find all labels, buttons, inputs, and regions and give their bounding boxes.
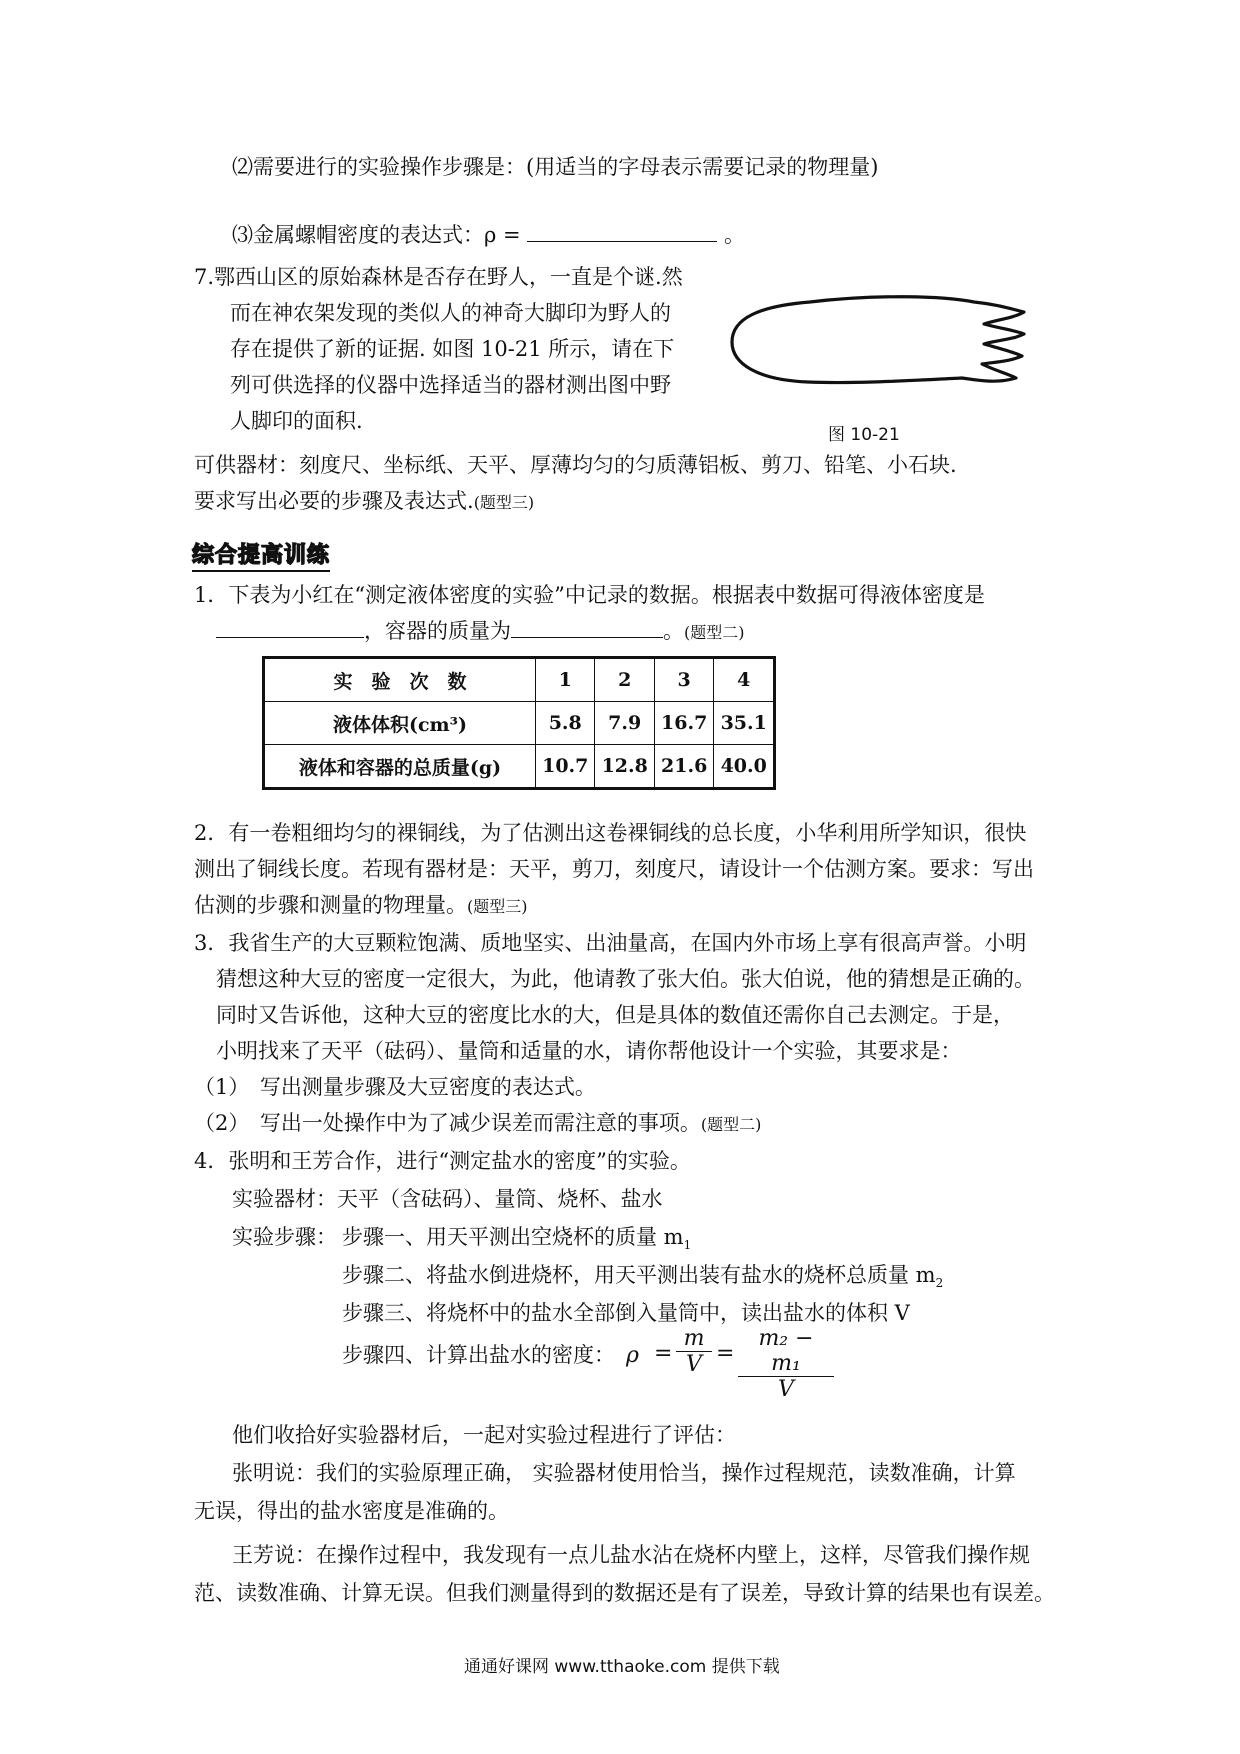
q7-equipment: 可供器材：刻度尺、坐标纸、天平、厚薄均匀的匀质薄铝板、剪刀、铅笔、小石块. [194, 453, 957, 477]
footprint-outline [732, 297, 1024, 383]
q2-line2: 测出了铜线长度。若现有器材是：天平，剪刀，刻度尺，请设计一个估测方案。要求：写出 [194, 857, 1034, 881]
formula-fraction-2: m₂ − m₁ V [738, 1326, 834, 1402]
q3-line1: 3．我省生产的大豆颗粒饱满、质地坚实、出油量高，在国内外市场上享有很高声誉。小明 [194, 931, 1027, 955]
q3-line4: 小明找来了天平（砝码）、量筒和适量的水，请你帮他设计一个实验，其要求是： [216, 1039, 962, 1063]
table-cell: 5.8 [536, 702, 595, 745]
footprint-figure [718, 282, 1040, 400]
table-cell: 10.7 [536, 745, 595, 789]
q1-line2: ，容器的质量为 。(题型二) [216, 616, 745, 648]
table-row [264, 702, 775, 745]
q4-wang-line2: 范、读数准确、计算无误。但我们测量得到的数据还是有了误差，导致计算的结果也有误差。 [194, 1581, 1055, 1605]
q7-line1: 7.鄂西山区的原始森林是否存在野人，一直是个谜.然 [194, 265, 683, 289]
question-type-tag: (题型二) [700, 1115, 762, 1134]
question-type-tag: (题型三) [473, 493, 535, 512]
table-cell: 7.9 [595, 702, 654, 745]
answer-blank [527, 223, 717, 242]
prev-step2: ⑵需要进行的实验操作步骤是：(用适当的字母表示需要记录的物理量) [232, 155, 879, 179]
q4-step2: 步骤二、将盐水倒进烧杯，用天平测出装有盐水的烧杯总质量 $m_2$ [342, 1263, 944, 1291]
table-cell: 12.8 [595, 745, 654, 789]
q1-line1: 1．下表为小红在“测定液体密度的实验”中记录的数据。根据表中数据可得液体密度是 [194, 583, 985, 607]
table-cell: 40.0 [714, 745, 775, 789]
q7-line4: 列可供选择的仪器中选择适当的器材测出图中野 [230, 373, 671, 397]
table-row [264, 745, 775, 789]
table-cell: 35.1 [714, 702, 775, 745]
table-cell: 21.6 [654, 745, 713, 789]
q4-steps-label: 实验步骤： [232, 1225, 337, 1249]
q4-zhang-line2: 无误，得出的盐水密度是准确的。 [194, 1499, 509, 1523]
table-header-cell: 实 验 次 数 [264, 658, 536, 702]
q2-line1: 2．有一卷粗细均匀的裸铜线，为了估测出这卷裸铜线的总长度，小华利用所学知识，很快 [194, 821, 1027, 845]
q7-line2: 而在神农架发现的类似人的神奇大脚印为野人的 [230, 301, 671, 325]
q4-equipment: 实验器材：天平（含砝码）、量筒、烧杯、盐水 [232, 1187, 663, 1211]
section-title: 综合提高训练 [192, 538, 330, 569]
q7-line5: 人脚印的面积. [230, 409, 363, 433]
answer-blank [511, 619, 663, 638]
q3-line3: 同时又告诉他，这种大豆的密度比水的大，但是具体的数值还需你自己去测定。于是， [216, 1003, 1014, 1027]
q4-step3: 步骤三、将烧杯中的盐水全部倒入量筒中，读出盐水的体积 V [342, 1301, 910, 1325]
q4-line1: 4．张明和王芳合作，进行“测定盐水的密度”的实验。 [194, 1149, 691, 1173]
question-type-tag: (题型二) [684, 623, 745, 642]
table-header-cell: 2 [595, 658, 654, 702]
formula-fraction-1: m V [676, 1326, 712, 1377]
formula-rho: ρ [626, 1343, 639, 1368]
data-table [262, 656, 776, 790]
q7-requirement: 要求写出必要的步骤及表达式.(题型三) [194, 489, 535, 513]
q4-zhang-line1: 张明说：我们的实验原理正确， 实验器材使用恰当，操作过程规范，读数准确，计算 [232, 1461, 1016, 1485]
formula-equals: = [654, 1341, 673, 1366]
page-footer: 通通好课网 www.tthaoke.com 提供下载 [464, 1657, 780, 1677]
q3-line2: 猜想这种大豆的密度一定很大，为此，他请教了张大伯。张大伯说，他的猜想是正确的。 [216, 967, 1035, 991]
q4-step4: 步骤四、计算出盐水的密度： [342, 1343, 615, 1367]
q2-line3: 估测的步骤和测量的物理量。(题型三) [194, 893, 528, 917]
prev-step3: ⑶金属螺帽密度的表达式：ρ = 。 [232, 223, 745, 247]
q4-eval: 他们收拾好实验器材后，一起对实验过程进行了评估： [232, 1423, 736, 1447]
table-header-cell: 1 [536, 658, 595, 702]
q3-sub2: （2） 写出一处操作中为了减少误差而需注意的事项。(题型二) [194, 1111, 762, 1135]
table-row [264, 658, 775, 702]
table-cell: 16.7 [654, 702, 713, 745]
table-row-label: 液体体积(cm³) [264, 702, 536, 745]
table-row-label: 液体和容器的总质量(g) [264, 745, 536, 789]
q3-sub1: （1） 写出测量步骤及大豆密度的表达式。 [194, 1075, 596, 1099]
figure-caption: 图 10-21 [828, 425, 900, 445]
question-type-tag: (题型三) [467, 897, 528, 916]
answer-blank [216, 619, 364, 638]
table-header-cell: 4 [714, 658, 775, 702]
q4-step1: 步骤一、用天平测出空烧杯的质量 $m_1$ [342, 1225, 692, 1253]
table-header-cell: 3 [654, 658, 713, 702]
q4-wang-line1: 王芳说：在操作过程中，我发现有一点儿盐水沾在烧杯内壁上，这样，尽管我们操作规 [232, 1543, 1030, 1567]
q7-line3: 存在提供了新的证据. 如图 10-21 所示，请在下 [230, 337, 675, 361]
formula-equals: = [716, 1341, 735, 1366]
